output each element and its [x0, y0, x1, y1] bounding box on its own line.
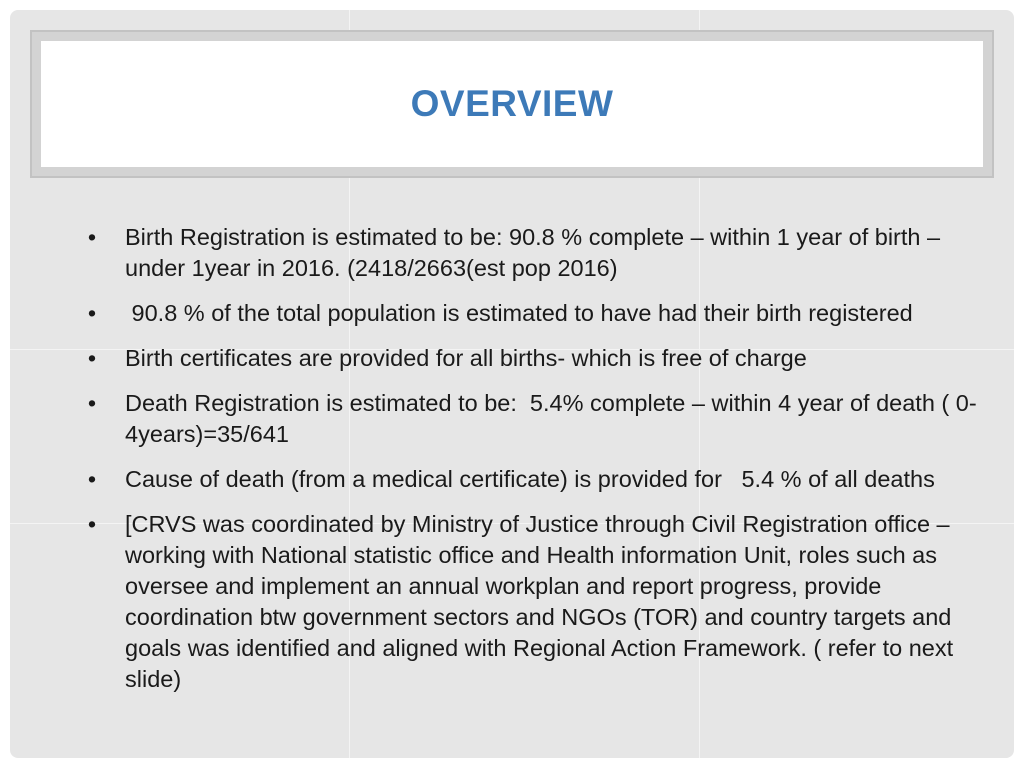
bullet-text: Birth certificates are provided for all births- which is free of charge	[125, 345, 807, 371]
bullet-dot-icon: •	[87, 345, 97, 371]
bullet-item	[82, 509, 982, 695]
bullet-text: Birth Registration is estimated to be: 90.8 % complete – within 1 year of birth – under 1year in 2016. (2418/2663(est pop 2016)	[125, 224, 941, 281]
bullet-text: Death Registration is estimated to be: 5.4% complete – within 4 year of death ( 0-4years)=35/641	[125, 390, 977, 447]
bullet-dot-icon: •	[87, 300, 97, 326]
bullet-dot-icon: •	[87, 224, 97, 250]
slide-title: OVERVIEW	[410, 83, 614, 124]
bullet-dot-icon: •	[87, 511, 97, 537]
bullet-text: 90.8 % of the total population is estimated to have had their birth registered	[125, 300, 913, 326]
bullet-item	[82, 222, 982, 284]
bullet-item	[82, 298, 982, 329]
slide	[10, 10, 1014, 758]
bullet-text: [CRVS was coordinated by Ministry of Justice through Civil Registration office – working with National statistic office and Health information Unit, roles such as oversee and implement an annual workplan and report progress, provide coordination btw government sectors and NGOs (TOR) and country targets and goals was identified and aligned with Regional Action Framework. ( refer to next slide)	[125, 511, 954, 692]
title-box	[41, 41, 983, 167]
bullet-text: Cause of death (from a medical certificate) is provided for 5.4 % of all deaths	[125, 466, 935, 492]
bullet-item	[82, 343, 982, 374]
bullet-item	[82, 388, 982, 450]
bullet-dot-icon: •	[87, 390, 97, 416]
title-frame	[30, 30, 994, 178]
bullet-list	[82, 222, 982, 709]
bullet-dot-icon: •	[87, 466, 97, 492]
bullet-item	[82, 464, 982, 495]
